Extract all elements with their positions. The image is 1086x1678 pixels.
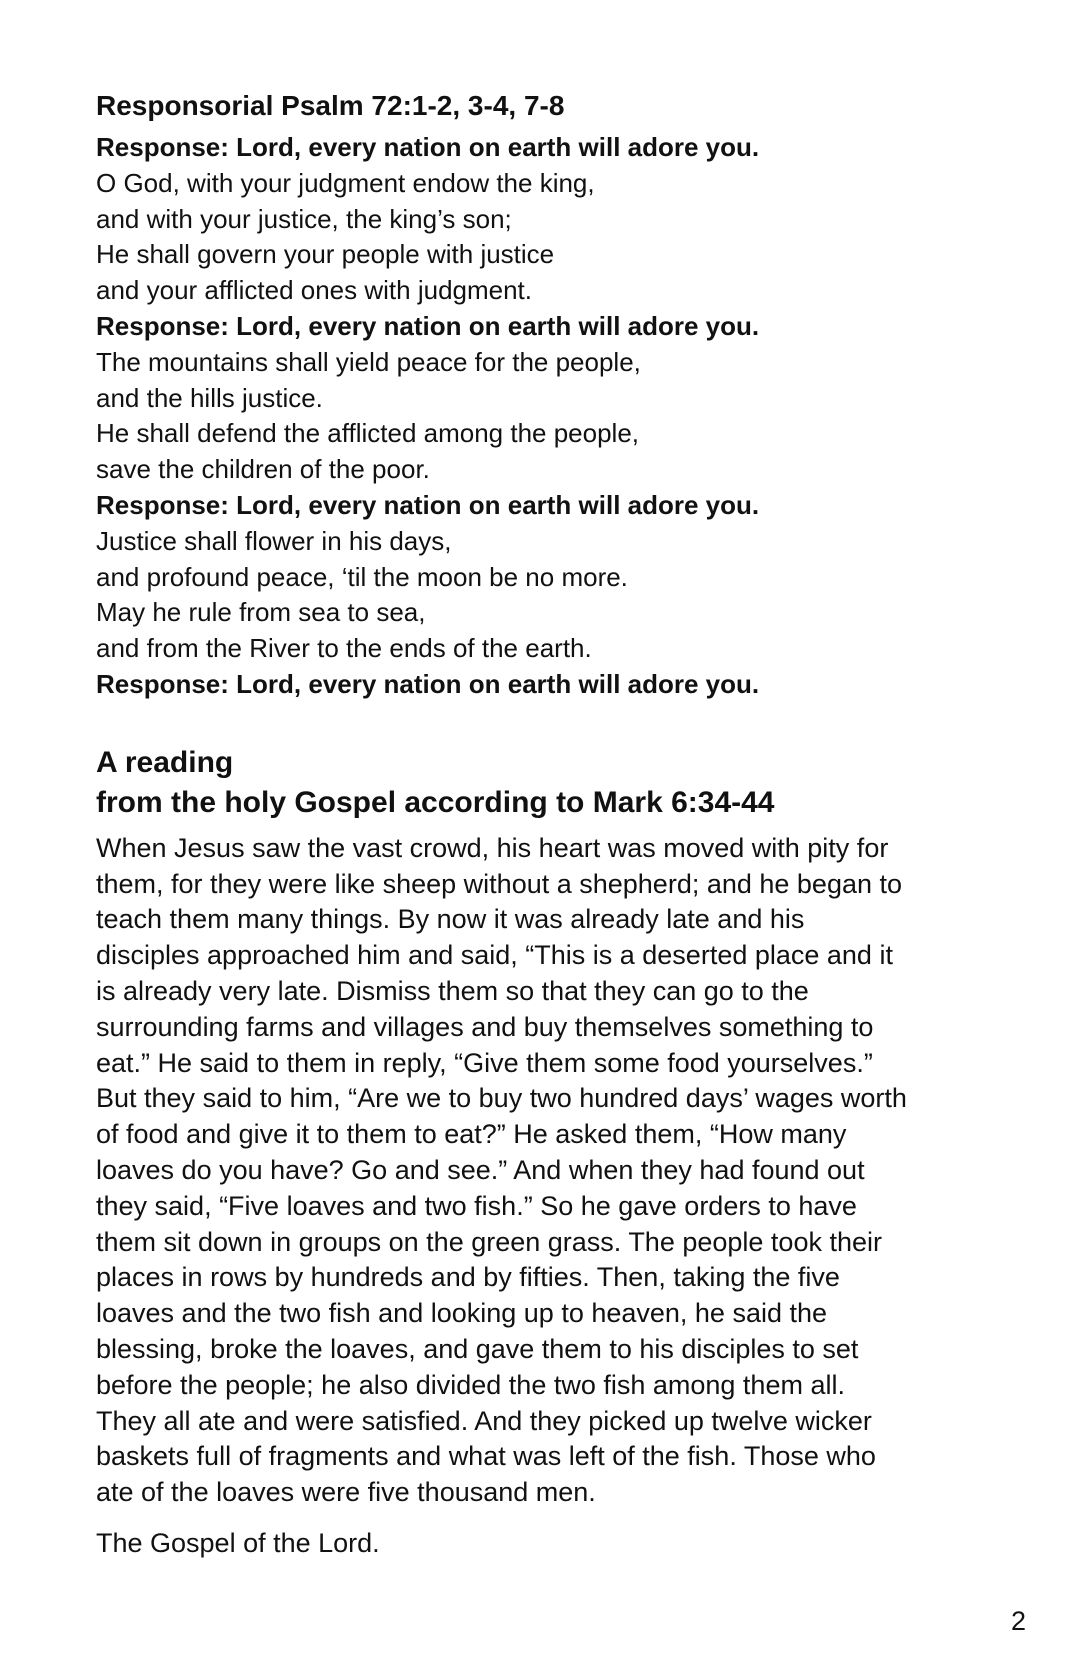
psalm-verse-line: The mountains shall yield peace for the people, <box>96 346 641 377</box>
psalm-verse-line: and with your justice, the king’s son; <box>96 203 512 234</box>
psalm-lines <box>96 130 1006 703</box>
psalm-response: Response: Lord, every nation on earth will adore you. <box>96 668 760 699</box>
psalm-response: Response: Lord, every nation on earth will adore you. <box>96 310 760 341</box>
psalm-verse-line: and the hills justice. <box>96 382 323 413</box>
gospel-heading-line2: from the holy Gospel according to Mark 6:34-44 <box>96 785 775 819</box>
psalm-response: Response: Lord, every nation on earth will adore you. <box>96 132 760 162</box>
psalm-verse-line: He shall defend the afflicted among the people, <box>96 418 640 449</box>
gospel-heading <box>96 743 1006 823</box>
document-page <box>96 88 1006 1561</box>
psalm-verse-line: May he rule from sea to sea, <box>96 597 426 628</box>
psalm-verse-line: He shall govern your people with justice <box>96 239 555 270</box>
psalm-verse-line: and profound peace, ‘til the moon be no more. <box>96 561 628 592</box>
psalm-section <box>96 88 1006 703</box>
gospel-heading-line1: A reading <box>96 745 234 779</box>
gospel-section <box>96 743 1006 1561</box>
psalm-verse-line: O God, with your judgment endow the king, <box>96 167 595 198</box>
psalm-verse-line: Justice shall flower in his days, <box>96 525 452 556</box>
psalm-title: Responsorial Psalm 72:1-2, 3-4, 7-8 <box>96 90 565 121</box>
page-number: 2 <box>1010 1606 1026 1636</box>
psalm-response: Response: Lord, every nation on earth will adore you. <box>96 489 760 520</box>
psalm-verse-line: and from the River to the ends of the earth. <box>96 633 592 664</box>
gospel-closing: The Gospel of the Lord. <box>96 1527 380 1558</box>
psalm-verse-line: save the children of the poor. <box>96 454 430 485</box>
gospel-body: When Jesus saw the vast crowd, his heart was moved with pity for them, for they were like sheep without a shepherd; and he began to teach them many things. By now it was already late and his disciples approached him and said, “This is a deserted place and it is already very late. Dismiss them so that they can go to the surrounding farms and villages and buy themselves something to eat.” He said to them in reply, “Give them some food yourselves.” But they said to him, “Are we to buy two hundred days’ wages worth of food and give it to them to eat?” He asked them, “How many loaves do you have? Go and see.” And when they had found out they said, “Five loaves and two fish.” So he gave orders to have them sit down in groups on the green grass. The people took their places in rows by hundreds and by fifties. Then, taking the five loaves and the two fish and looking up to heaven, he said the blessing, broke the loaves, and gave them to his disciples to set before the people; he also divided the two fish among them all. They all ate and were satisfied. And they picked up twelve wicker baskets full of fragments and what was left of the fish. Those who ate of the loaves were five thousand men. <box>96 832 907 1508</box>
psalm-verse-line: and your afflicted ones with judgment. <box>96 275 533 306</box>
